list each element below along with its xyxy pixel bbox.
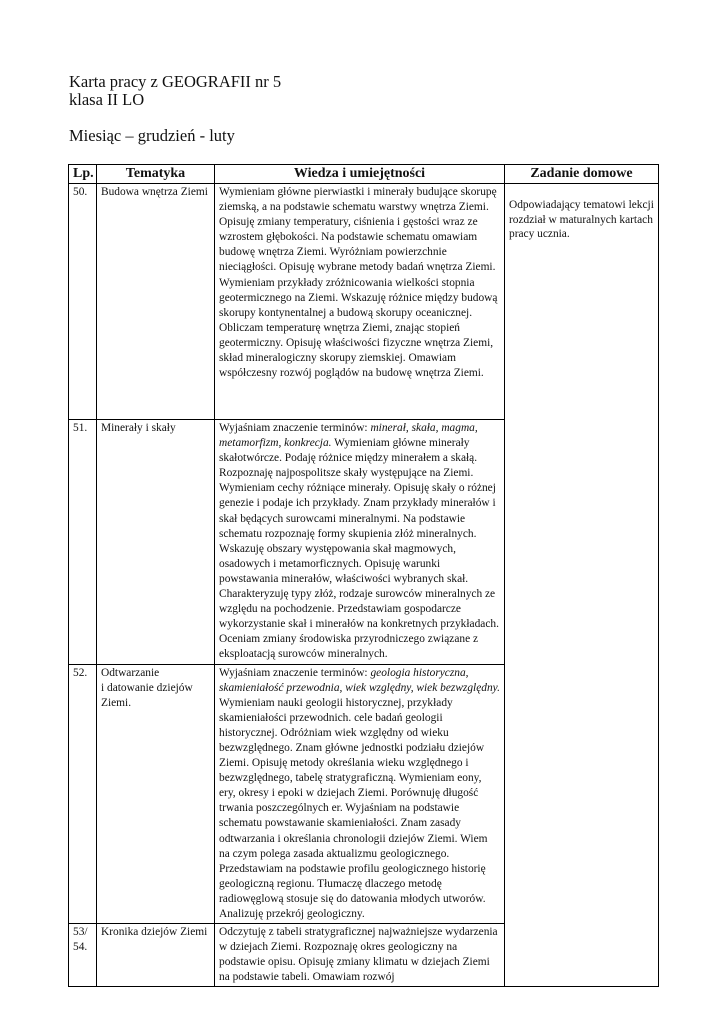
knowledge-intro: Wyjaśniam znaczenie terminów:: [219, 422, 371, 434]
class-label: klasa II LO: [69, 90, 145, 109]
row-lp: 51.: [69, 420, 97, 665]
table-row: [69, 184, 659, 420]
lp-line: 54.: [73, 941, 88, 954]
row-lp: 50.: [69, 184, 97, 420]
lp-line: 53/: [73, 926, 88, 939]
knowledge-text: Wymieniam główne minerały skałotwórcze. Podaję różnice między minerałem a skałą. Rozpoznaję najpospolitsze skały występujące na Ziemi. Wymieniam cechy różniące minerały. Opisuję skały o różnej genezie i podaje ich przykłady. Znam przykłady minerałów i skał będących surowcami mineralnymi. Na podstawie schematu rozpoznaję formy skupienia złóż mineralnych. Wskazuję obszary występowania skał magmowych, osadowych i metamorficznych. Opisuję warunki powstawania minerałów, właściwości wybranych skał. Charakteryzuję typy złóż, rodzaje surowców mineralnych ze względu na pochodzenie. Przedstawiam gospodarcze wykorzystanie skał i minerałów na konkretnych przykładach. Oceniam zmiany środowiska przyrodniczego związane z eksploatacją surowców mineralnych.: [219, 437, 499, 661]
row-lp: [69, 924, 97, 987]
header-lp: Lp.: [69, 165, 97, 184]
row-knowledge: [215, 420, 505, 665]
row-knowledge: [215, 664, 505, 924]
curriculum-table: [68, 164, 659, 987]
row-topic: Kronika dziejów Ziemi: [97, 924, 215, 987]
knowledge-intro: Wyjaśniam znaczenie terminów:: [219, 666, 371, 679]
knowledge-terms: geologia historyczna, skamieniałość przewodnia, wiek względny, wiek bezwzględny.: [219, 666, 500, 694]
header-knowledge: Wiedza i umiejętności: [215, 165, 505, 184]
months-label: Miesiąc – grudzień - luty: [69, 126, 235, 145]
header-topic: Tematyka: [97, 165, 215, 184]
row-topic: [97, 664, 215, 924]
topic-line: i datowanie dziejów Ziemi.: [101, 681, 193, 709]
topic-line: Odtwarzanie: [101, 666, 160, 679]
knowledge-terms: minerał, skała, magma, metamorfizm, konkrecja.: [219, 422, 478, 450]
worksheet-title: Karta pracy z GEOGRAFII nr 5: [69, 72, 282, 91]
row-topic: Budowa wnętrza Ziemi: [97, 184, 215, 420]
row-lp: 52.: [69, 664, 97, 924]
homework-cell: Odpowiadający tematowi lekcji rozdział w maturalnych kartach pracy ucznia.: [505, 184, 659, 987]
row-knowledge: Wymieniam główne pierwiastki i minerały budujące skorupę ziemską, a na podstawie schematu warstwy wnętrza Ziemi. Opisuję zmiany temperatury, ciśnienia i gęstości wraz ze wzrostem głębokości. Na podstawie schematu omawiam budowę wnętrza Ziemi. Wyróżniam powierzchnie nieciągłości. Opisuję wybrane metody badań wnętrza Ziemi. Wymieniam przykłady zróżnicowania wielkości stopnia geotermicznego na Ziemi. Wskazuję różnice między budową skorupy kontynentalnej a budową skorupy oceanicznej. Obliczam temperaturę wnętrza Ziemi, znając stopień geotermiczny. Opisuję właściwości fizyczne wnętrza Ziemi, skład mineralogiczny skorupy ziemskiej. Omawiam współczesny rozwój poglądów na budowę wnętrza Ziemi.: [215, 184, 505, 420]
row-topic: Minerały i skały: [97, 420, 215, 665]
table-header-row: [69, 165, 659, 184]
header-homework: Zadanie domowe: [505, 165, 659, 184]
knowledge-text: Wymieniam nauki geologii historycznej, przykłady skamieniałości przewodnich. cele badań geologii historycznej. Odróżniam wiek względny od wieku bezwzględnego. Znam główne jednostki podziału dziejów Ziemi. Opisuję metody określania wieku względnego i bezwzględnego, tabelę stratygraficzną. Wymieniam eony, ery, okresy i epoki w dziejach Ziemi. Porównuję długość trwania poszczególnych er. Wyjaśniam na podstawie schematu powstawanie skamieniałości. Znam zasady odtwarzania i określania chronologii dziejów Ziemi. Wiem na czym polega zasada aktualizmu geologicznego. Przedstawiam na podstawie profilu geologicznego historię geologiczną regionu. Tłumaczę dlaczego metodę radiowęglową stosuje się do datowania młodych utworów. Analizuję przekrój geologiczny.: [219, 696, 488, 920]
row-knowledge: Odczytuję z tabeli stratygraficznej najważniejsze wydarzenia w dziejach Ziemi. Rozpoznaję okres geologiczny na podstawie opisu. Opisuję zmiany klimatu w dziejach Ziemi na podstawie tabeli. Omawiam rozwój: [215, 924, 505, 987]
